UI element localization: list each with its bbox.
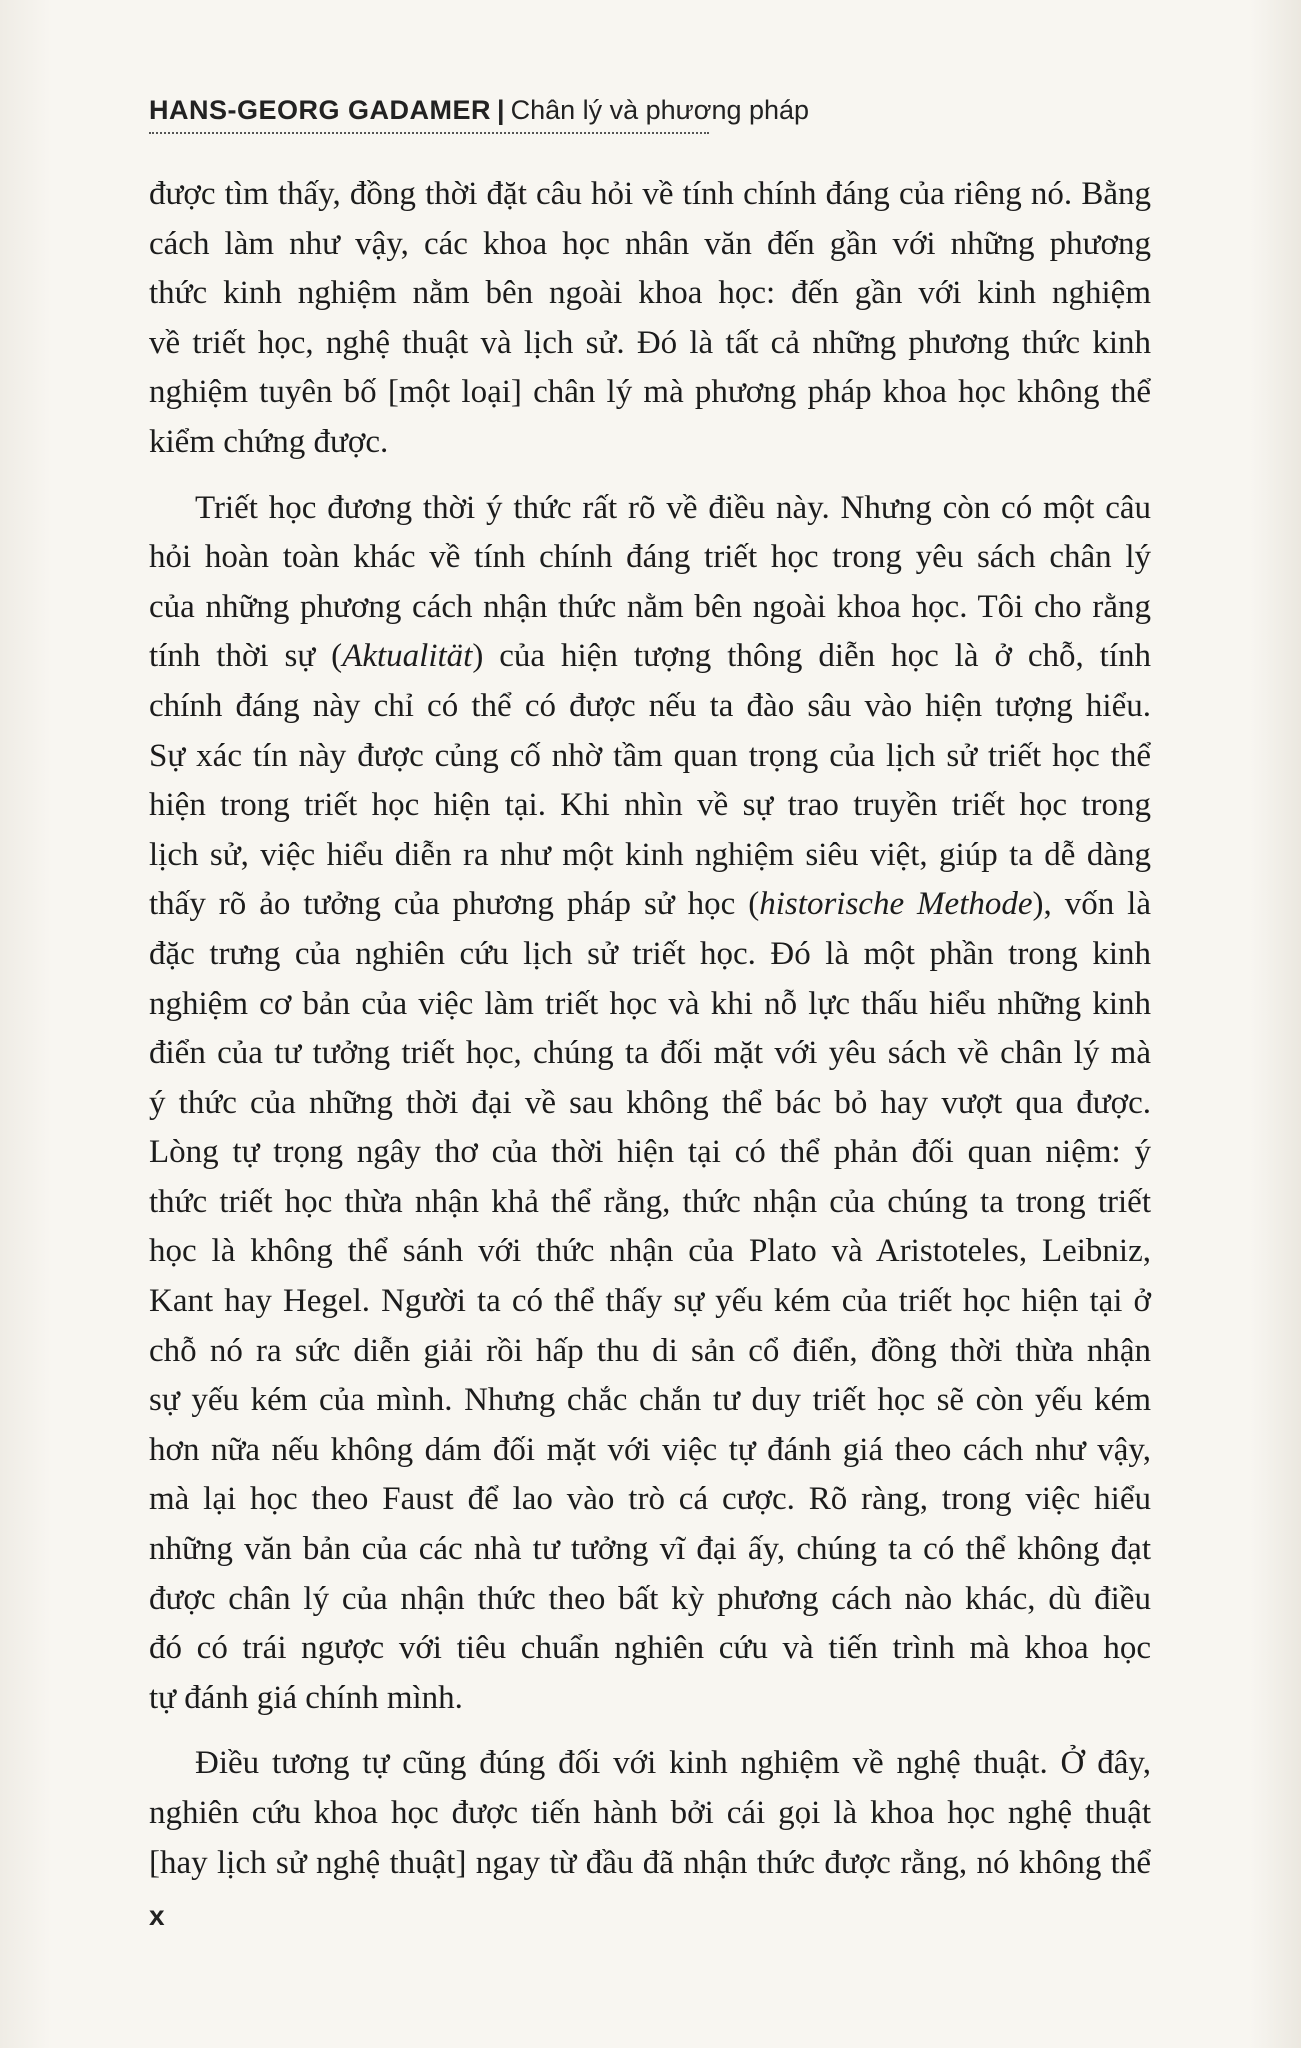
text-line: Triết học đương thời ý thức rất rõ về điều này. Nhưng còn có một câu [195, 489, 1151, 526]
text-line: hiện trong triết học hiện tại. Khi nhìn về sự trao truyền triết học trong [149, 787, 1151, 824]
text-line: lịch sử, việc hiểu diễn ra như một kinh nghiệm siêu việt, giúp ta dễ dàng [149, 836, 1151, 873]
text-line: sự yếu kém của mình. Nhưng chắc chắn tư duy triết học sẽ còn yếu kém [149, 1382, 1151, 1419]
running-header [149, 92, 810, 134]
paragraph-2 [149, 484, 1151, 1724]
text-line: Điều tương tự cũng đúng đối với kinh nghiệm về nghệ thuật. Ở đây, [195, 1745, 1151, 1782]
text-line: nghiệm tuyên bố [một loại] chân lý mà phương pháp khoa học không thể [149, 374, 1151, 411]
text-line: hỏi hoàn toàn khác về tính chính đáng triết học trong yêu sách chân lý [149, 539, 1151, 576]
text-line: của những phương cách nhận thức nằm bên ngoài khoa học. Tôi cho rằng [149, 588, 1151, 625]
text-line: chính đáng này chỉ có thể có được nếu ta đào sâu vào hiện tượng hiểu. [149, 687, 1151, 724]
text-line: điển của tư tưởng triết học, chúng ta đối mặt với yêu sách về chân lý mà [149, 1035, 1151, 1072]
text-line: thức kinh nghiệm nằm bên ngoài khoa học: đến gần với kinh nghiệm [149, 275, 1151, 312]
text-line: những văn bản của các nhà tư tưởng vĩ đại ấy, chúng ta có thể không đạt [149, 1531, 1151, 1568]
text-line: kiểm chứng được. [149, 423, 389, 460]
text-line: được tìm thấy, đồng thời đặt câu hỏi về tính chính đáng của riêng nó. Bằng [149, 176, 1151, 212]
body-text [149, 170, 1151, 1904]
text-line: Kant hay Hegel. Người ta có thể thấy sự yếu kém của triết học hiện tại ở [149, 1283, 1151, 1320]
text-line: thức triết học thừa nhận khả thể rằng, thức nhận của chúng ta trong triết [149, 1183, 1151, 1220]
text-line: nghiệm cơ bản của việc làm triết học và khi nỗ lực thấu hiểu những kinh [149, 985, 1151, 1022]
text-line: được chân lý của nhận thức theo bất kỳ phương cách nào khác, dù điều [149, 1580, 1151, 1617]
paragraph-3 [149, 1739, 1151, 1888]
text-line: đặc trưng của nghiên cứu lịch sử triết học. Đó là một phần trong kinh [149, 935, 1151, 972]
text-line: [hay lịch sử nghệ thuật] ngay từ đầu đã nhận thức được rằng, nó không thể [149, 1844, 1151, 1881]
text-line: chỗ nó ra sức diễn giải rồi hấp thu di sản cổ điển, đồng thời thừa nhận [149, 1332, 1151, 1369]
text-line: ý thức của những thời đại về sau không thể bác bỏ hay vượt qua được. [149, 1084, 1151, 1121]
text-line: tính thời sự (Aktualität) của hiện tượng thông diễn học là ở chỗ, tính [149, 638, 1152, 675]
text-line: đó có trái ngược với tiêu chuẩn nghiên cứu và tiến trình mà khoa học [149, 1630, 1151, 1667]
header-author: HANS-GEORG GADAMER [149, 95, 492, 125]
text-line: cách làm như vậy, các khoa học nhân văn đến gần với những phương [149, 225, 1151, 262]
page-number: x [149, 1900, 165, 1931]
text-line: nghiên cứu khoa học được tiến hành bởi cái gọi là khoa học nghệ thuật [149, 1795, 1151, 1831]
text-line: hơn nữa nếu không dám đối mặt với việc tự đánh giá theo cách như vậy, [149, 1431, 1151, 1468]
text-line: Lòng tự trọng ngây thơ của thời hiện tại có thể phản đối quan niệm: ý [149, 1134, 1151, 1171]
text-line: học là không thể sánh với thức nhận của Plato và Aristoteles, Leibniz, [149, 1233, 1151, 1270]
text-line: tự đánh giá chính mình. [149, 1679, 463, 1716]
text-line: Sự xác tín này được củng cố nhờ tầm quan trọng của lịch sử triết học thể [149, 737, 1151, 774]
header-book-title: Chân lý và phương pháp [510, 95, 810, 125]
text-line: thấy rõ ảo tưởng của phương pháp sử học (historische Methode), vốn là [149, 886, 1151, 923]
text-line: về triết học, nghệ thuật và lịch sử. Đó là tất cả những phương thức kinh [149, 324, 1151, 361]
paragraph-1 [149, 170, 1151, 468]
text-line: mà lại học theo Faust để lao vào trò cá cược. Rõ ràng, trong việc hiểu [149, 1481, 1151, 1518]
header-separator: | [497, 95, 505, 125]
